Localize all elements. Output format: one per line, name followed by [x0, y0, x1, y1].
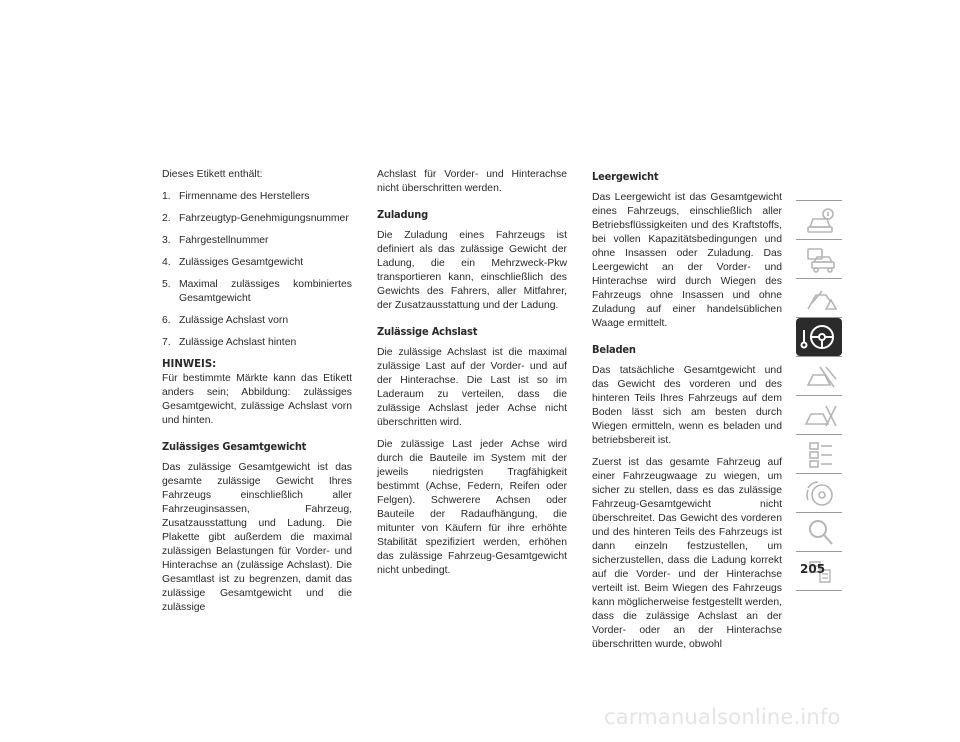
list-number: 3. [162, 235, 171, 246]
section-heading: Zulässiges Gesamtgewicht [162, 440, 307, 453]
paragraph: Die zulässige Achslast ist die maximal zulässige Last auf der Vorder- und auf der Hinterachse. Die Last ist so im Laderaum zu verteilen, dass die zulässige Achslast jeder Achse nicht überschritten wird. [377, 347, 567, 428]
list-number: 6. [162, 315, 171, 326]
list-text: Fahrgestellnummer [179, 235, 269, 246]
list-item [162, 190, 352, 204]
list-item [162, 256, 352, 270]
paragraph: Die Zuladung eines Fahrzeugs ist definiert als das zulässige Gewicht der Ladung, die ein Mehrzweck-Pkw transportieren kann, einschließlich des Gewichts des Fahrers, aller Mitfahrer, der Zusatzausstattung und der Ladung. [377, 230, 567, 311]
tab-car-info[interactable] [796, 200, 842, 239]
note [162, 358, 352, 428]
list-number: 5. [162, 279, 171, 290]
tab-checklist[interactable] [796, 434, 842, 473]
car-warning-icon [796, 279, 842, 317]
column-1 [162, 168, 352, 623]
list-text: Zulässige Achslast hinten [179, 337, 297, 348]
paragraph: Die zulässige Last jeder Achse wird durch die Bauteile im System mit der jeweils niedrigsten Tragfähigkeit bestimmt (Achse, Federn, Reifen oder Felgen). Schwerere Achsen oder Bauteile der Radaufhängung, die mitunter von Käufern für ihre erhöhte Stabilität spezifiziert werden, erhöhen das zulässige Fahrzeug-Gesamtgewicht nicht unbedingt. [377, 439, 567, 576]
search-icon [796, 513, 842, 551]
tab-car-service[interactable] [796, 395, 842, 434]
list-number: 7. [162, 337, 171, 348]
list-text: Zulässiges Gesamtgewicht [179, 257, 304, 268]
list-text: Maximal zulässiges kombiniertes Gesamtgewicht [179, 279, 352, 304]
paragraph: Zuerst ist das gesamte Fahrzeug auf einer Fahrzeugwaage zu wiegen, um sicher zu stellen, dass es das zulässige Fahrzeug-Gesamtgewicht nicht überschreitet. Das Gewicht des vorderen und des hinteren Teils des Fahrzeugs ist dann einzeln festzustellen, um sicherzustellen, dass die Ladung korrekt auf die Vorder- und der Hinterachse verteilt ist. Beim Wiegen des Fahrzeugs kann möglicherweise festgestellt werden, dass die zulässige Achslast an der Vorder- oder an der Hinterachse überschritten wurde, obwohl [592, 457, 782, 650]
list-item [162, 278, 352, 306]
list-text: Zulässige Achslast vorn [179, 315, 289, 326]
paragraph: Das zulässige Gesamtgewicht ist das gesamte zulässige Gewicht Ihres Fahrzeugs einschließlich aller Fahrzeuginsassen, Fahrzeug, Zusatzausstattung und Ladung. Die Plakette gibt außerdem die maximal zulässigen Belastungen für Vorder- und Hinterachse an (zulässige Achslast). Die Gesamtlast ist zu begrenzen, damit das zulässige Gesamtgewicht und die zulässige [162, 462, 352, 613]
list-number: 4. [162, 257, 171, 268]
list-item [162, 336, 352, 350]
paragraph: Das Leergewicht ist das Gesamtgewicht eines Fahrzeugs, einschließlich aller Betriebsflüssigkeiten und des Kraftstoffs, bei vollen Kapazitätsbedingungen und ohne Insassen oder Zuladung. Das Leergewicht an der Vorder- und Hinterachse wird durch Wiegen des Fahrzeugs ohne Insassen und ohne Zuladung auf einer handelsüblichen Waage ermittelt. [592, 192, 782, 329]
car-service-icon [796, 396, 842, 434]
car-safety-icon [796, 240, 842, 278]
column-3 [592, 170, 782, 660]
list-text: Firmenname des Herstellers [179, 191, 310, 202]
tab-car-warning[interactable] [796, 278, 842, 317]
checklist-icon [796, 435, 842, 473]
watermark: carmanualsonline.info [604, 705, 841, 729]
section-heading: Beladen [592, 343, 636, 356]
car-crash-icon [796, 357, 842, 395]
tab-car-safety[interactable] [796, 239, 842, 278]
steering-wheel-icon [796, 318, 842, 356]
list-item [162, 314, 352, 328]
paragraph: Das tatsächliche Gesamtgewicht und das Gewicht des vorderen und des hinteren Teils Ihres Fahrzeugs auf dem Boden lässt sich am besten durch Wiegen ermitteln, wenn es beladen und betriebsbereit ist. [592, 365, 782, 446]
tab-search[interactable] [796, 512, 842, 551]
list-text: Fahrzeugtyp-Genehmigungsnummer [179, 213, 349, 224]
tab-steering-wheel[interactable] [796, 317, 842, 356]
note-label: HINWEIS: [162, 359, 217, 370]
page-number: 205 [800, 562, 826, 576]
section-heading: Zulässige Achslast [377, 325, 478, 338]
tab-car-crash[interactable] [796, 356, 842, 395]
label-intro: Dieses Etikett enthält: [162, 169, 263, 180]
tab-multimedia[interactable] [796, 473, 842, 512]
car-info-icon [796, 201, 842, 239]
section-heading: Zuladung [377, 208, 428, 221]
chapter-tabs [796, 200, 842, 591]
list-number: 1. [162, 191, 171, 202]
paragraph: Achslast für Vorder- und Hinterachse nicht überschritten werden. [377, 169, 567, 194]
list-number: 2. [162, 213, 171, 224]
multimedia-icon [796, 474, 842, 512]
note-text: Für bestimmte Märkte kann das Etikett anders sein; Abbildung: zulässiges Gesamtgewicht, zulässige Achslast vorn und hinten. [162, 373, 352, 426]
list-item [162, 212, 352, 226]
list-item [162, 234, 352, 248]
column-2 [377, 168, 567, 586]
section-heading: Leergewicht [592, 170, 659, 183]
